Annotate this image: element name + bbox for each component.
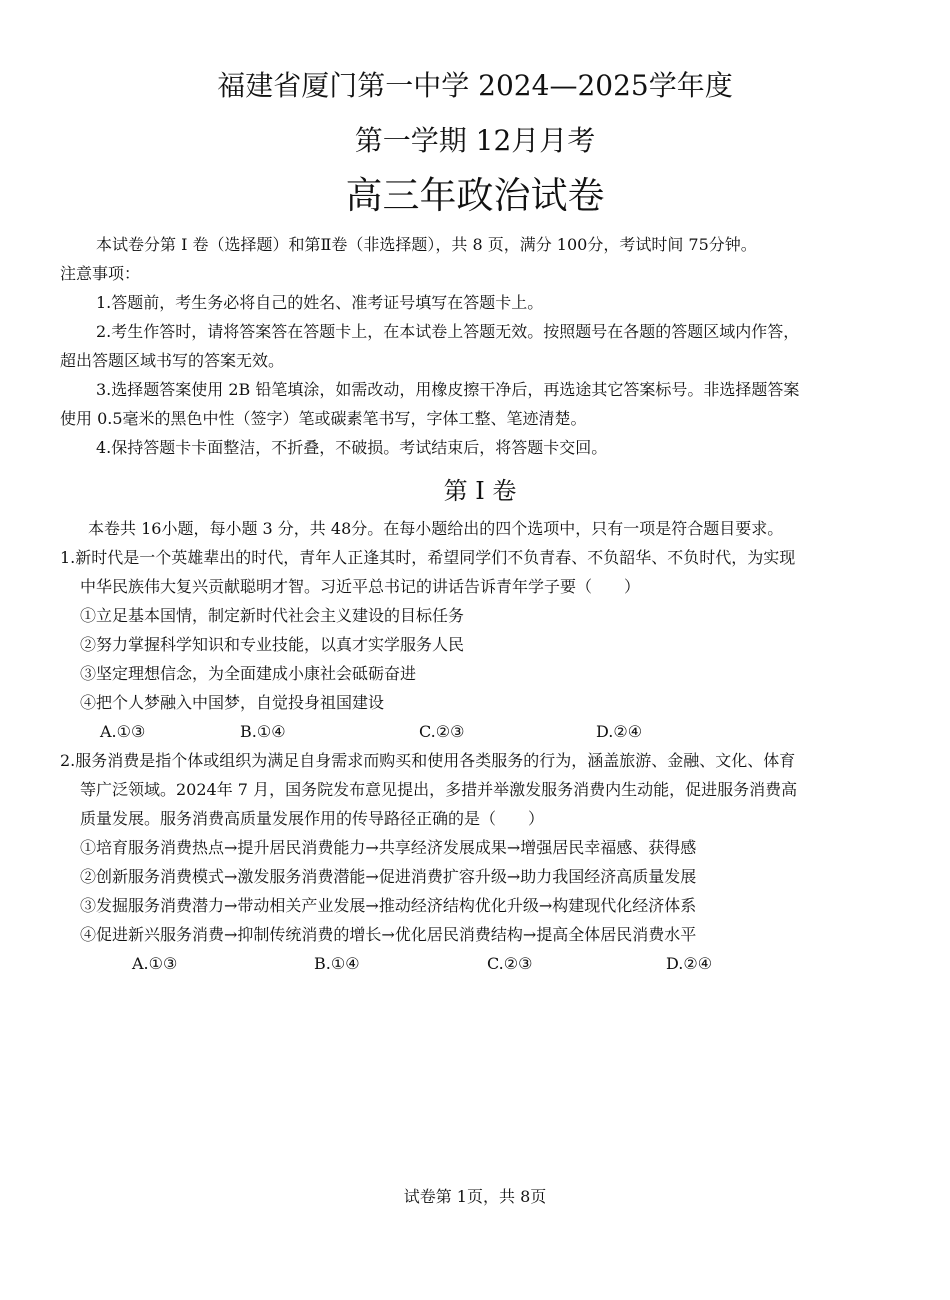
question-1-stem-line-2: 中华民族伟大复兴贡献聪明才智。习近平总书记的讲话告诉青年学子要（ ） bbox=[80, 577, 641, 596]
exam-body bbox=[60, 230, 900, 978]
intro-text: 本试卷分第 I 卷（选择题）和第Ⅱ卷（非选择题），共 8 页，满分 100分，考试时间 75分钟。 bbox=[96, 235, 757, 254]
question-2-choices bbox=[60, 949, 900, 978]
notice-item-4: 4.保持答题卡卡面整洁，不折叠，不破损。考试结束后，将答题卡交回。 bbox=[96, 438, 608, 457]
question-1 bbox=[60, 543, 900, 746]
notice-item-2-line-1: 2.考生作答时，请将答案答在答题卡上，在本试卷上答题无效。按照题号在各题的答题区域内作答， bbox=[96, 322, 800, 341]
question-2-statement-3: ③发掘服务消费潜力→带动相关产业发展→推动经济结构优化升级→构建现代化经济体系 bbox=[80, 896, 697, 915]
section-1-instruction: 本卷共 16小题，每小题 3 分，共 48分。在每小题给出的四个选项中，只有一项是符合题目要求。 bbox=[88, 519, 784, 538]
question-1-statement-1: ①立足基本国情，制定新时代社会主义建设的目标任务 bbox=[80, 606, 465, 625]
question-2-stem-line-2: 等广泛领域。2024年 7 月，国务院发布意见提出，多措并举激发服务消费内生动能，促进服务消费高 bbox=[80, 780, 798, 799]
section-1-title: 第 I 卷 bbox=[443, 477, 517, 505]
question-1-stem-line-1: 1.新时代是一个英雄辈出的时代，青年人正逢其时，希望同学们不负青春、不负韶华、不负时代，为实现 bbox=[60, 548, 796, 567]
question-2-choice-c[interactable]: C.②③ bbox=[487, 954, 533, 973]
question-2-choice-b[interactable]: B.①④ bbox=[314, 954, 360, 973]
question-1-choice-d[interactable]: D.②④ bbox=[596, 722, 643, 741]
notice-heading: 注意事项： bbox=[60, 264, 141, 283]
question-1-choice-b[interactable]: B.①④ bbox=[240, 722, 286, 741]
term-heading: 第一学期 12月月考 bbox=[354, 124, 596, 157]
notice-item-3-line-2: 使用 0.5毫米的黑色中性（签字）笔或碳素笔书写，字体工整、笔迹清楚。 bbox=[60, 409, 587, 428]
page-footer: 试卷第 1页，共 8页 bbox=[403, 1187, 547, 1206]
question-2 bbox=[60, 746, 900, 978]
exam-title: 高三年政治试卷 bbox=[345, 174, 605, 217]
question-2-stem-line-3: 质量发展。服务消费高质量发展作用的传导路径正确的是（ ） bbox=[80, 809, 545, 828]
question-2-choice-a[interactable]: A.①③ bbox=[132, 954, 178, 973]
question-2-stem-line-1: 2.服务消费是指个体或组织为满足自身需求而购买和使用各类服务的行为，涵盖旅游、金融、文化、体育 bbox=[60, 751, 796, 770]
school-year-heading: 福建省厦门第一中学 2024—2025学年度 bbox=[217, 69, 733, 102]
question-2-statement-2: ②创新服务消费模式→激发服务消费潜能→促进消费扩容升级→助力我国经济高质量发展 bbox=[80, 867, 697, 886]
notice-item-3-line-1: 3.选择题答案使用 2B 铅笔填涂，如需改动，用橡皮擦干净后，再选途其它答案标号。非选择题答案 bbox=[96, 380, 800, 399]
question-1-statement-3: ③坚定理想信念，为全面建成小康社会砥砺奋进 bbox=[80, 664, 417, 683]
question-1-statement-2: ②努力掌握科学知识和专业技能，以真才实学服务人民 bbox=[80, 635, 465, 654]
question-1-choices bbox=[60, 717, 900, 746]
question-2-statement-4: ④促进新兴服务消费→抑制传统消费的增长→优化居民消费结构→提高全体居民消费水平 bbox=[80, 925, 697, 944]
question-1-choice-a[interactable]: A.①③ bbox=[100, 722, 146, 741]
question-2-statement-1: ①培育服务消费热点→提升居民消费能力→共享经济发展成果→增强居民幸福感、获得感 bbox=[80, 838, 697, 857]
notice-item-2-line-2: 超出答题区域书写的答案无效。 bbox=[60, 351, 285, 370]
question-1-statement-4: ④把个人梦融入中国梦，自觉投身祖国建设 bbox=[80, 693, 385, 712]
question-1-choice-c[interactable]: C.②③ bbox=[419, 722, 465, 741]
question-2-choice-d[interactable]: D.②④ bbox=[666, 954, 713, 973]
notice-item-1: 1.答题前，考生务必将自己的姓名、准考证号填写在答题卡上。 bbox=[96, 293, 544, 312]
